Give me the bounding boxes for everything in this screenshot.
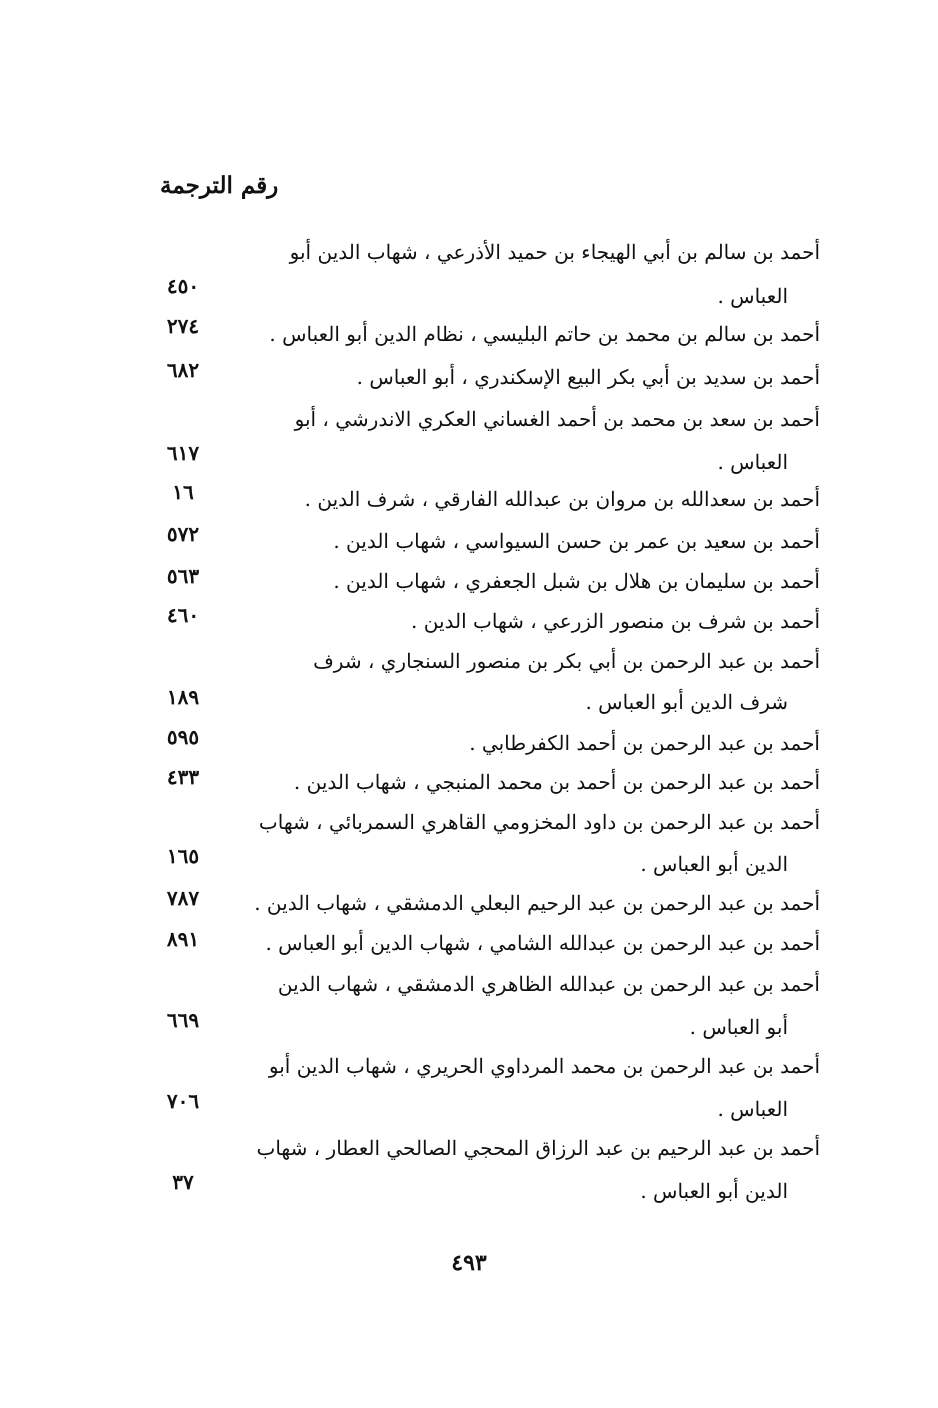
entry-number: ١٨٩ [166,685,200,709]
entry-text-line: أحمد بن عبد الرحمن بن داود المخزومي القاهري السمربائي ، شهاب [258,810,820,834]
entry-text-line: أحمد بن عبد الرحمن بن أحمد بن محمد المنبجي ، شهاب الدين . [293,770,820,794]
entry-text-line: أحمد بن سعد بن محمد بن أحمد الغساني العكري الاندرشي ، أبو [294,407,820,431]
entry-text-line: أحمد بن عبد الرحمن بن محمد المرداوي الحريري ، شهاب الدين أبو [268,1054,820,1078]
column-header: رقم الترجمة [160,172,279,199]
entry-text-line: أحمد بن سديد بن أبي بكر البيع الإسكندري ، أبو العباس . [356,365,820,389]
entry-text-line: العباس . [717,1097,788,1121]
entry-text-line: أحمد بن عبد الرحمن بن عبدالله الظاهري الدمشقي ، شهاب الدين [277,972,820,996]
entry-text-line: أحمد بن عبد الرحمن بن عبد الرحيم البعلي الدمشقي ، شهاب الدين . [254,891,820,915]
entry-text-line: العباس . [717,284,788,308]
entry-text-line: أبو العباس . [689,1015,788,1039]
entry-number: ١٦ [172,480,194,504]
entry-text-line: أحمد بن سالم بن أبي الهيجاء بن حميد الأذرعي ، شهاب الدين أبو [289,240,820,264]
entry-number: ٤٣٣ [166,765,200,789]
entry-number: ٤٥٠ [166,274,200,298]
entry-number: ١٦٥ [166,844,200,868]
entry-text-line: أحمد بن سعدالله بن مروان بن عبدالله الفارقي ، شرف الدين . [304,487,820,511]
entry-text-line: أحمد بن سالم بن محمد بن حاتم البليسي ، نظام الدين أبو العباس . [269,322,820,346]
entry-text-line: العباس . [717,450,788,474]
entry-text-line: أحمد بن شرف بن منصور الزرعي ، شهاب الدين . [411,609,820,633]
entry-text-line: أحمد بن سعيد بن عمر بن حسن السيواسي ، شهاب الدين . [333,529,820,553]
entry-number: ٥٩٥ [166,725,200,749]
entry-number: ٣٧ [172,1170,194,1194]
entry-text-line: أحمد بن سليمان بن هلال بن شبل الجعفري ، شهاب الدين . [333,569,820,593]
entry-text-line: الدين أبو العباس . [640,852,788,876]
entry-text-line: أحمد بن عبد الرحمن بن أبي بكر بن منصور السنجاري ، شرف [313,649,820,673]
entry-number: ٢٧٤ [166,314,200,338]
entry-number: ٤٦٠ [166,603,200,627]
entry-text-line: أحمد بن عبد الرحمن بن أحمد الكفرطابي . [469,731,820,755]
entry-number: ٦٦٩ [166,1008,200,1032]
page-number: ٤٩٣ [451,1250,487,1276]
entry-number: ٧٠٦ [166,1089,200,1113]
entry-number: ٨٩١ [166,927,200,951]
entry-number: ٥٧٢ [166,522,200,546]
entry-text-line: أحمد بن عبد الرحمن بن عبدالله الشامي ، شهاب الدين أبو العباس . [265,931,820,955]
entry-text-line: أحمد بن عبد الرحيم بن عبد الرزاق المحجي الصالحي العطار ، شهاب [256,1136,820,1160]
entry-text-line: الدين أبو العباس . [640,1179,788,1203]
entry-text-line: شرف الدين أبو العباس . [585,690,788,714]
entry-number: ٧٨٧ [166,886,200,910]
entry-number: ٦٨٢ [166,358,200,382]
entry-number: ٥٦٣ [166,564,200,588]
entry-number: ٦١٧ [166,441,200,465]
